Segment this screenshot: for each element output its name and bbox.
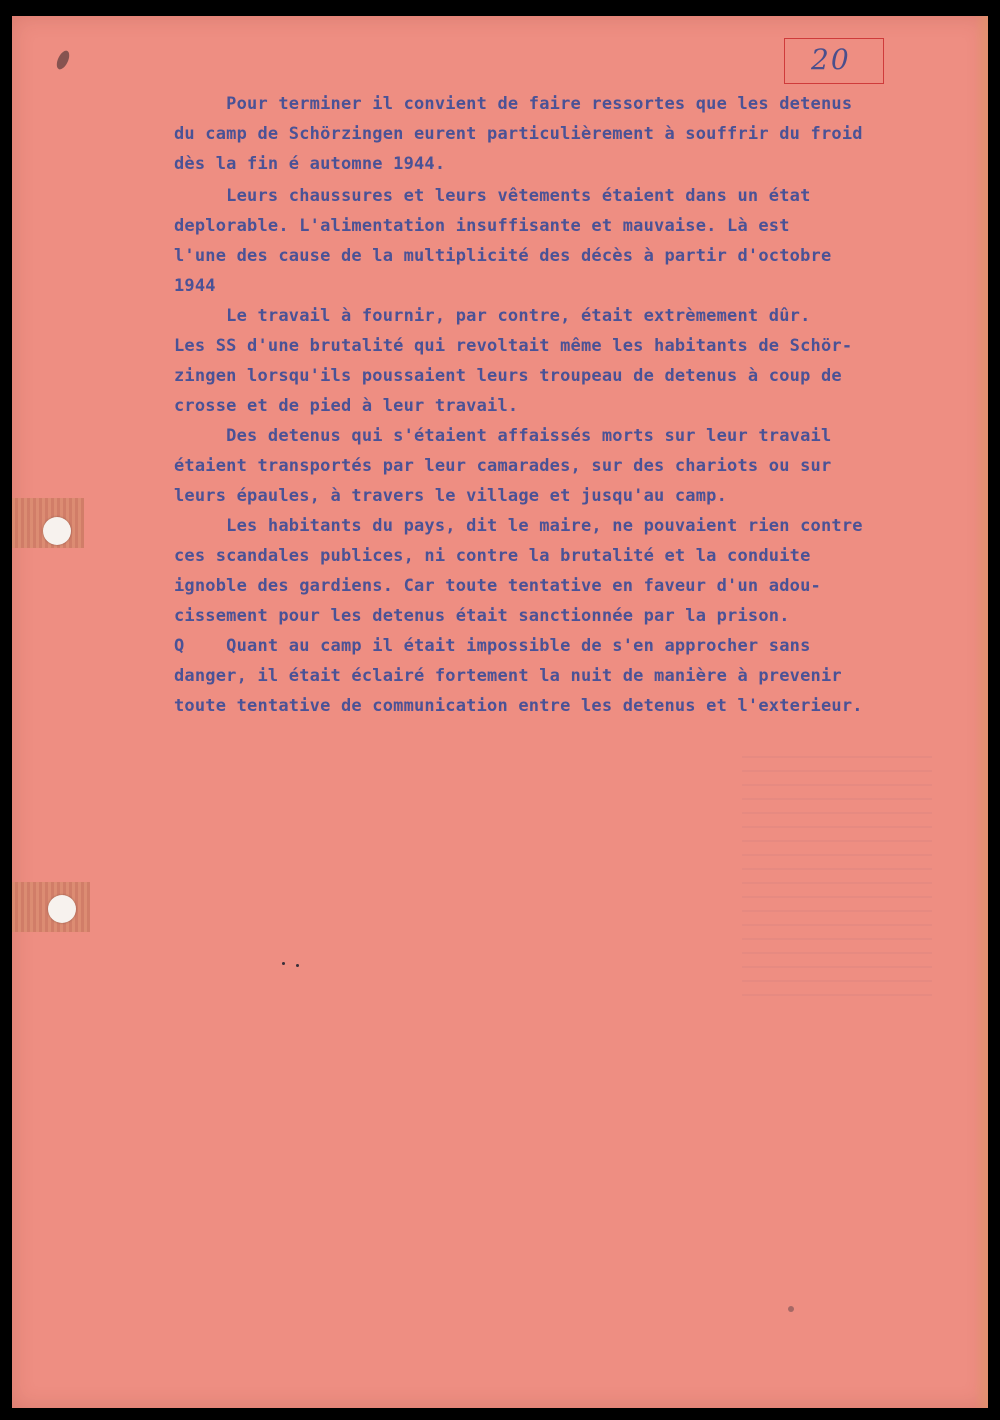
text-line: crosse et de pied à leur travail.: [174, 396, 519, 416]
text-line: toute tentative de communication entre les detenus et l'exterieur.: [174, 696, 863, 716]
text-line: ignoble des gardiens. Car toute tentative en faveur d'un adou-: [174, 576, 821, 596]
text-line: l'une des cause de la multiplicité des décès à partir d'octobre: [174, 246, 832, 266]
page-sheet: [12, 16, 988, 1408]
text-line: Les habitants du pays, dit le maire, ne pouvaient rien contre: [174, 516, 863, 536]
text-line: dès la fin é automne 1944.: [174, 154, 446, 174]
text-line: Pour terminer il convient de faire ressortes que les detenus: [174, 94, 853, 114]
text-line: Des detenus qui s'étaient affaissés morts sur leur travail: [174, 426, 832, 446]
ink-spot: [54, 49, 72, 71]
text-line: leurs épaules, à travers le village et jusqu'au camp.: [174, 486, 728, 506]
speck: [282, 962, 285, 965]
text-line: 1944: [174, 276, 216, 296]
punch-hole-bottom: [48, 895, 76, 923]
text-line: danger, il était éclairé fortement la nuit de manière à prevenir: [174, 666, 842, 686]
text-line: ces scandales publices, ni contre la brutalité et la conduite: [174, 546, 811, 566]
text-line: cissement pour les detenus était sanctionnée par la prison.: [174, 606, 790, 626]
page-number-box: [784, 38, 884, 84]
text-line: Q Quant au camp il était impossible de s'en approcher sans: [174, 636, 811, 656]
text-line: étaient transportés par leur camarades, sur des chariots ou sur: [174, 456, 832, 476]
text-line: du camp de Schörzingen eurent particulièrement à souffrir du froid: [174, 124, 863, 144]
speck: [296, 964, 299, 967]
speck: [788, 1306, 794, 1312]
text-line: deplorable. L'alimentation insuffisante et mauvaise. Là est: [174, 216, 790, 236]
sheet-edge: [974, 16, 988, 1408]
text-line: Le travail à fournir, par contre, était extrèmement dûr.: [174, 306, 811, 326]
text-line: Les SS d'une brutalité qui revoltait même les habitants de Schör-: [174, 336, 853, 356]
page-number: 20: [811, 43, 851, 76]
faded-stamp: [742, 756, 932, 996]
text-line: zingen lorsqu'ils poussaient leurs troupeau de detenus à coup de: [174, 366, 842, 386]
punch-hole-top: [43, 517, 71, 545]
text-line: Leurs chaussures et leurs vêtements étaient dans un état: [174, 186, 811, 206]
